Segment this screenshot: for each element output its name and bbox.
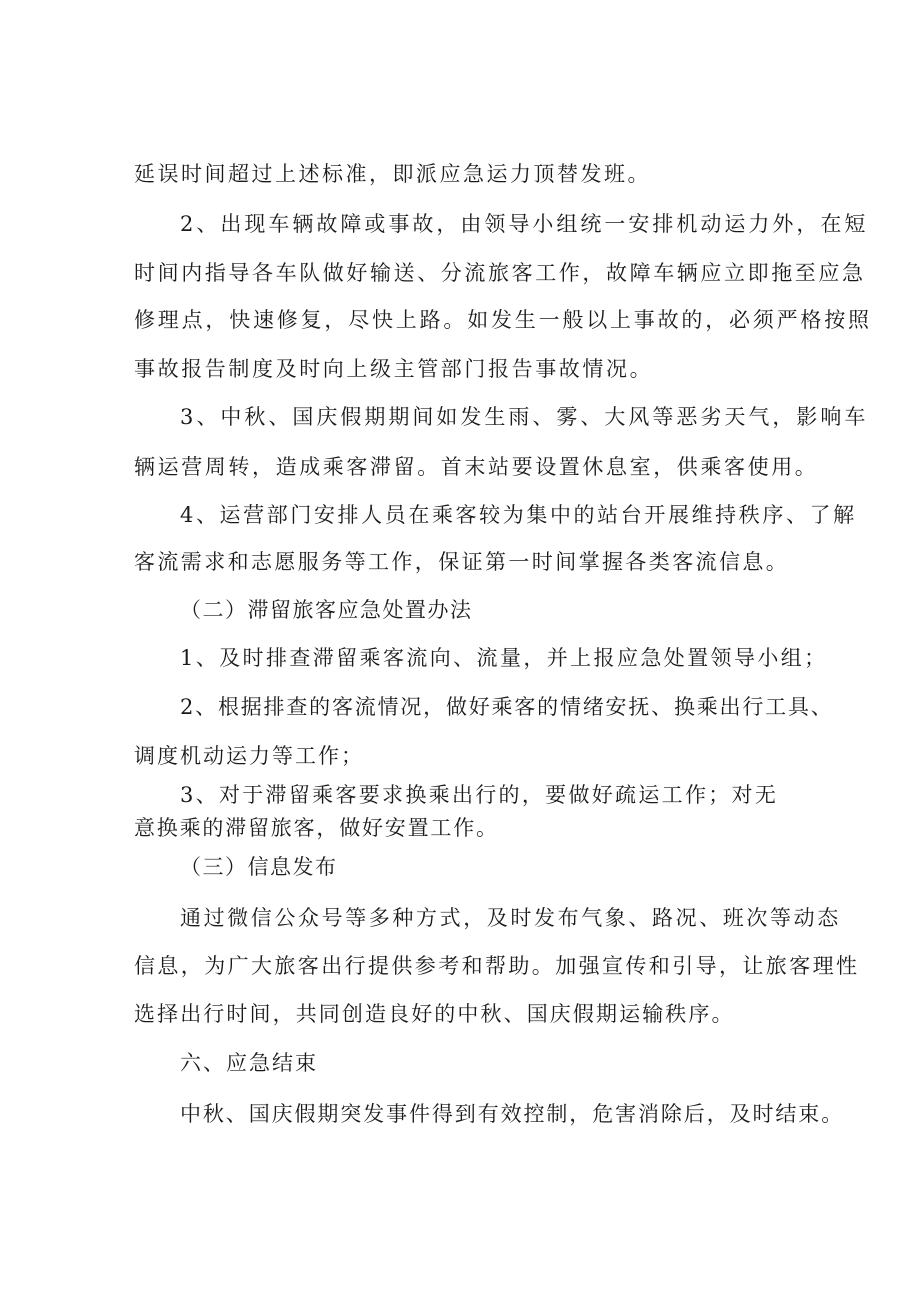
text-line: 1、及时排查滞留乘客流向、流量，并上报应急处置领导小组； bbox=[180, 646, 828, 670]
text-line: 通过微信公众号等多种方式，及时发布气象、路况、班次等动态 bbox=[180, 906, 841, 930]
text-line: 客流需求和志愿服务等工作，保证第一时间掌握各类客流信息。 bbox=[134, 550, 790, 574]
text-line: 2、根据排查的客流情况，做好乘客的情绪安抚、换乘出行工具、 bbox=[180, 695, 834, 719]
text-line: 信息，为广大旅客出行提供参考和帮助。加强宣传和引导，让旅客理性 bbox=[134, 954, 860, 978]
text-line: 4、运营部门安排人员在乘客较为集中的站台开展维持秩序、了解 bbox=[180, 503, 857, 527]
text-line: 调度机动运力等工作； bbox=[134, 744, 364, 768]
text-line: 时间内指导各车队做好输送、分流旅客工作，故障车辆应立即拖至应急 bbox=[134, 261, 866, 285]
text-line: 2、出现车辆故障或事故，由领导小组统一安排机动运力外，在短 bbox=[180, 212, 869, 236]
text-line: 3、中秋、国庆假期期间如发生雨、雾、大风等恶劣天气，影响车 bbox=[180, 405, 869, 429]
text-line: 意换乘的滞留旅客，做好安置工作。 bbox=[134, 816, 499, 840]
text-line: 延误时间超过上述标准，即派应急运力顶替发班。 bbox=[134, 162, 651, 186]
text-line: 3、对于滞留乘客要求换乘出行的，要做好疏运工作；对无 bbox=[180, 783, 779, 807]
text-line: 选择出行时间，共同创造良好的中秋、国庆假期运输秩序。 bbox=[134, 1002, 735, 1026]
text-line: 中秋、国庆假期突发事件得到有效控制，危害消除后，及时结束。 bbox=[180, 1102, 845, 1126]
section-heading: （三）信息发布 bbox=[180, 855, 338, 879]
section-heading: （二）滞留旅客应急处置办法 bbox=[180, 598, 473, 622]
section-heading: 六、应急结束 bbox=[180, 1051, 318, 1075]
text-line: 修理点，快速修复，尽快上路。如发生一般以上事故的，必须严格按照 bbox=[134, 308, 872, 332]
text-line: 事故报告制度及时向上级主管部门报告事故情况。 bbox=[134, 357, 654, 381]
text-line: 辆运营周转，造成乘客滞留。首末站要设置休息室，供乘客使用。 bbox=[134, 455, 819, 479]
